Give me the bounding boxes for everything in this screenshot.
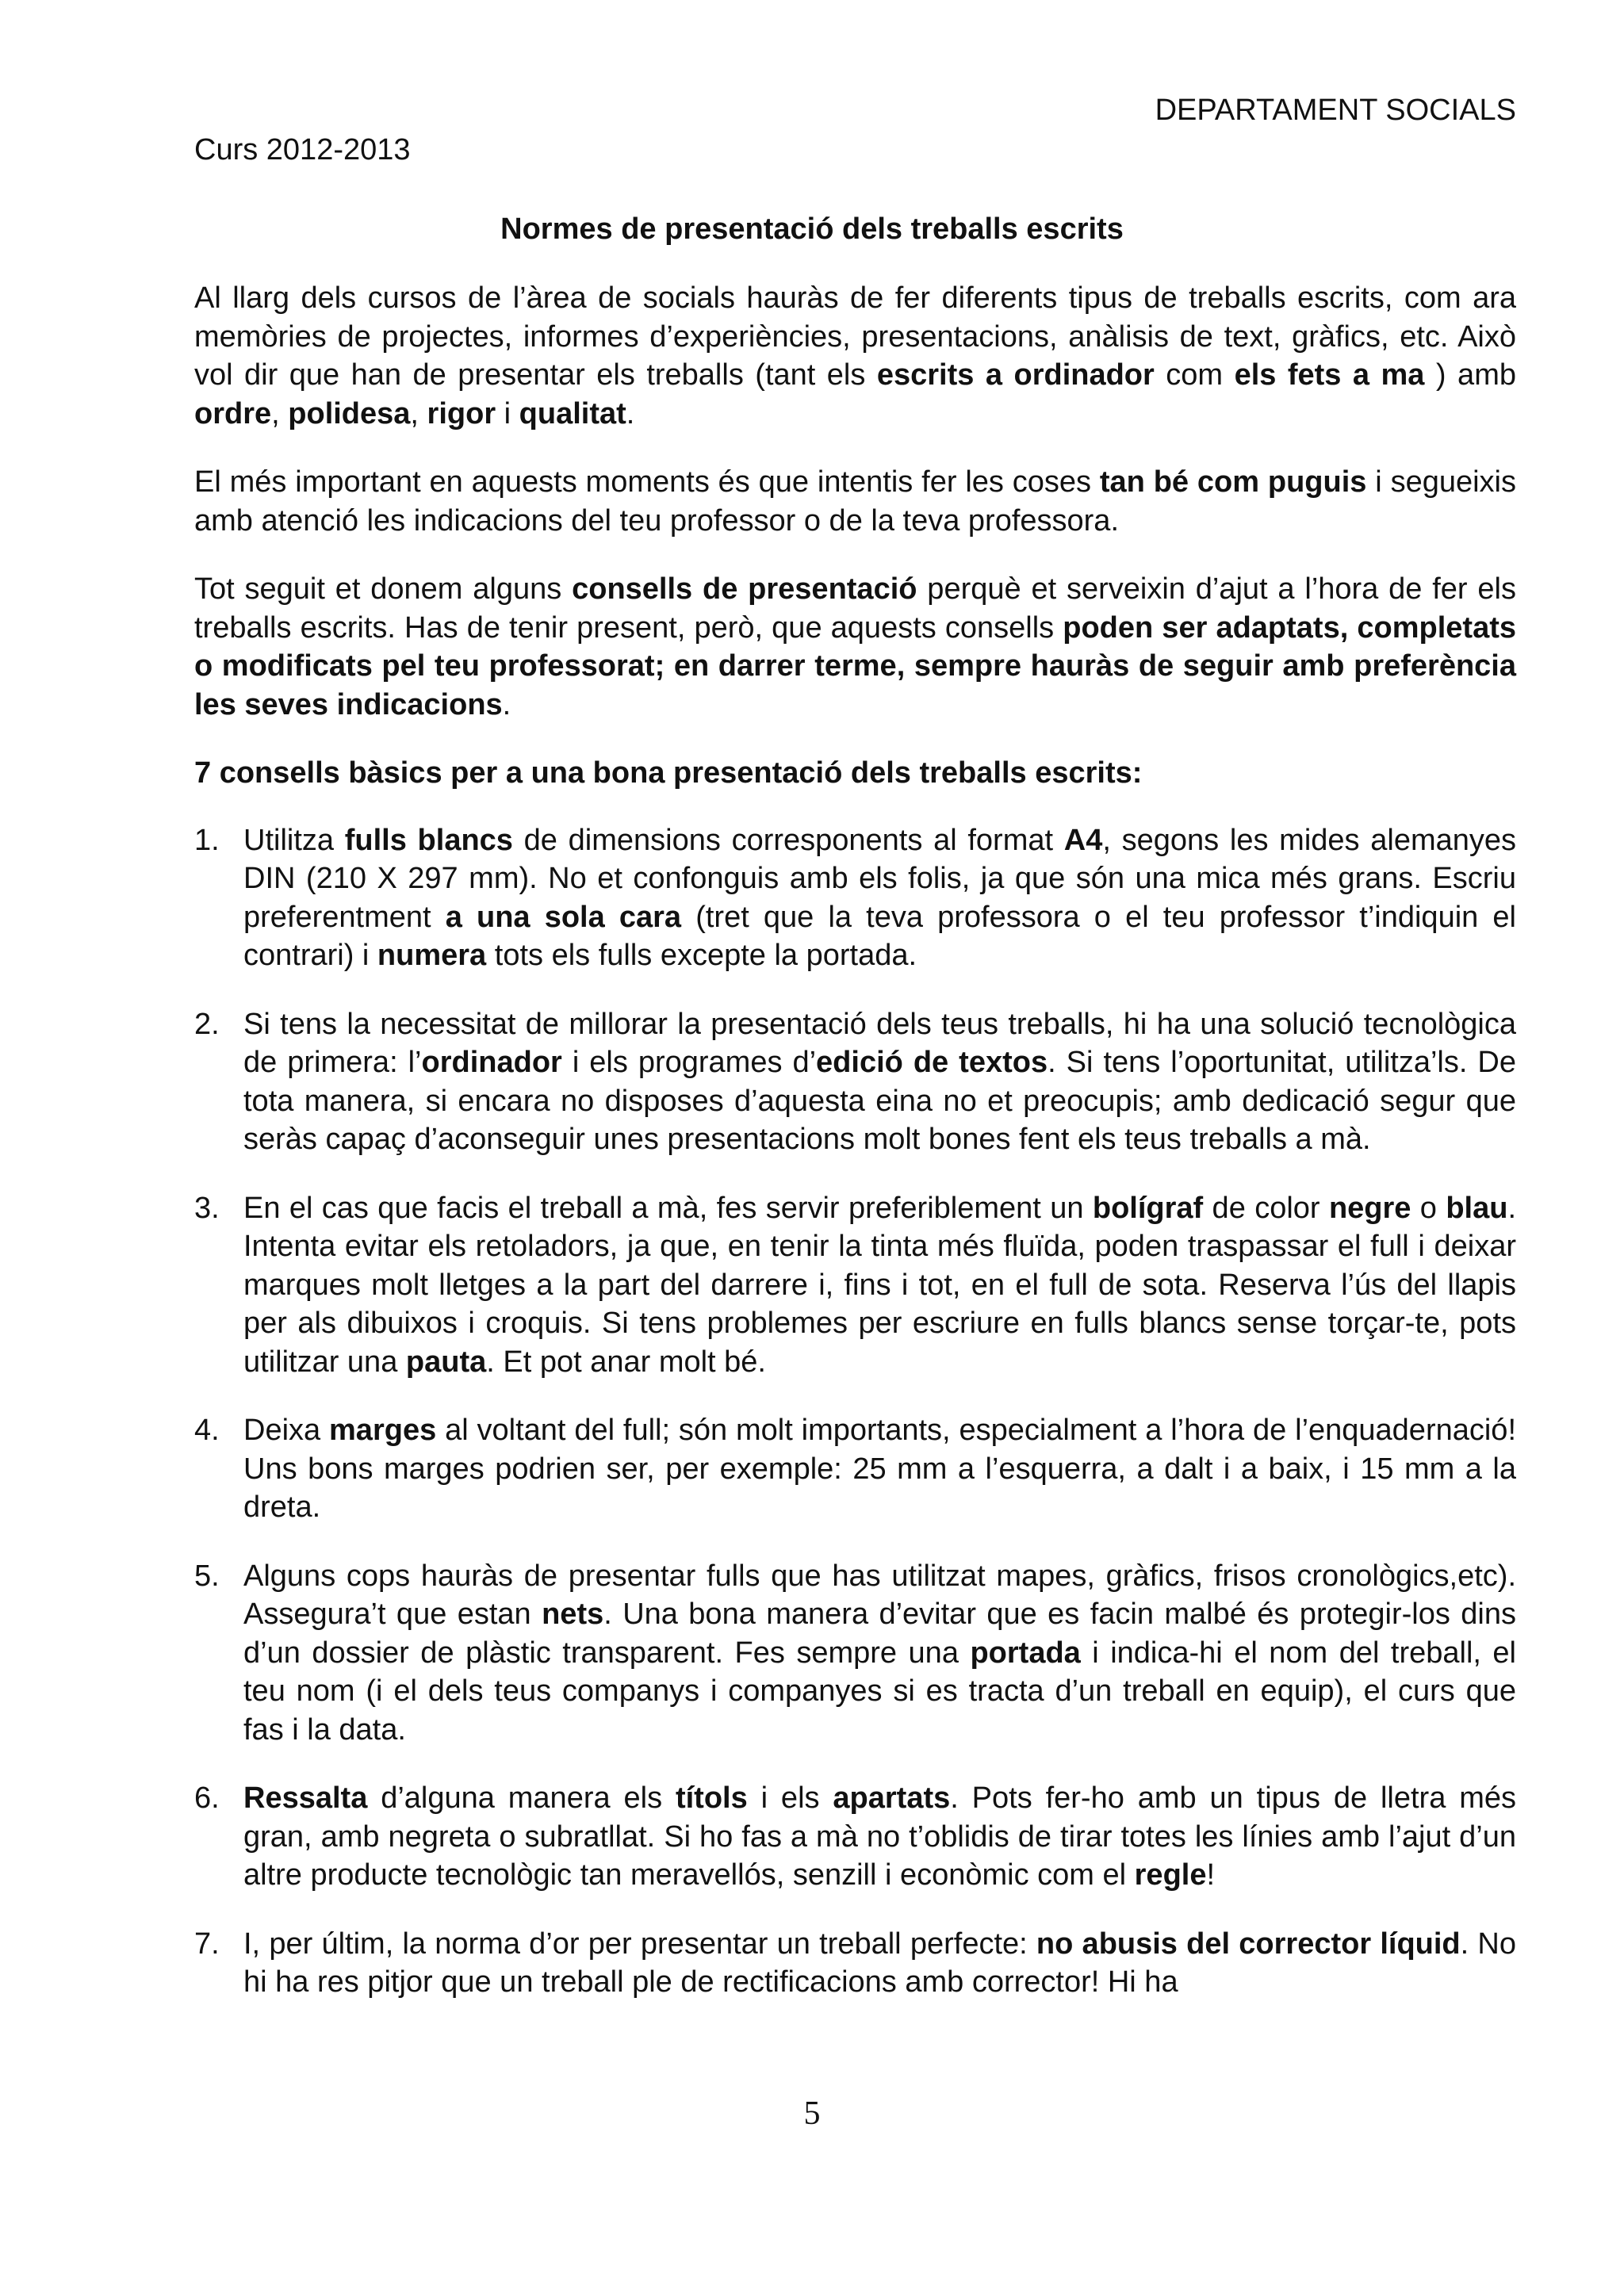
list-item-number: 3. — [194, 1191, 220, 1225]
list-item-text: Si tens la necessitat de millorar la presentació dels teus treballs, hi ha una solució tecnològica de primera: l’ordinador i els programes d’edició de textos. Si tens l’oportunitat, utilitza’ls. De tota manera, si encara no disposes d’aquesta eina no et preocupis; amb dedicació segur que seràs capaç d’aconseguir unes presentacions molt bones fent els teus treballs a mà. — [243, 1007, 1516, 1156]
bold-text: numera — [377, 939, 487, 972]
list-item-number: 1. — [194, 823, 220, 857]
bold-text: blau — [1446, 1191, 1508, 1225]
list-item-text: Deixa marges al voltant del full; són molt importants, especialment a l’hora de l’enquadernació! Uns bons marges podrien ser, per exemple: 25 mm a l’esquerra, a dalt i a baix, i 15 mm a la dreta. — [243, 1414, 1516, 1524]
list-item — [194, 1925, 1516, 2002]
list-item-text: En el cas que facis el treball a mà, fes servir preferiblement un bolígraf de color negre o blau. Intenta evitar els retoladors, ja que, en tenir la tinta més fluïda, poden traspassar el full i deixar marques molt lletges a la part del darrere i, fins i tot, en el full de sota. Reserva l’ús del llapis per als dibuixos i croquis. Si tens problemes per escriure en fulls blancs sense torçar-te, pots utilitzar una pauta. Et pot anar molt bé. — [243, 1191, 1516, 1379]
bold-text: escrits a ordinador — [876, 358, 1155, 392]
bold-text: a una sola cara — [445, 900, 682, 934]
bold-text: tan bé com puguis — [1099, 465, 1367, 499]
bold-text: els fets a ma — [1234, 358, 1425, 392]
bold-text: pauta — [405, 1345, 487, 1379]
bold-text: nets — [542, 1598, 604, 1631]
list-item — [194, 1557, 1516, 1750]
bold-text: apartats — [833, 1781, 951, 1815]
list-item-text: Utilitza fulls blancs de dimensions corresponents al format A4, segons les mides alemanyes DIN (210 X 297 mm). No et confonguis amb els folis, ja que són una mica més grans. Escriu preferentment a una sola cara (tret que la teva professora o el teu professor t’indiquin el contrari) i numera tots els fulls excepte la portada. — [243, 823, 1517, 972]
document-body — [194, 279, 1516, 2032]
list-item — [194, 821, 1516, 975]
list-item-number: 5. — [194, 1559, 220, 1593]
department-header: DEPARTAMENT SOCIALS — [1155, 94, 1516, 127]
bold-text: títols — [675, 1781, 748, 1815]
bold-text: no abusis del corrector líquid — [1036, 1927, 1461, 1961]
list-item-number: 2. — [194, 1007, 220, 1041]
course-header: Curs 2012-2013 — [194, 133, 411, 166]
advice-list — [194, 821, 1516, 2002]
bold-text: portada — [970, 1636, 1081, 1670]
bold-text: rigor — [427, 396, 496, 430]
list-title: 7 consells bàsics per a una bona presentació dels treballs escrits: — [194, 756, 1143, 790]
bold-text: marges — [329, 1414, 437, 1447]
paragraph-advice: Tot seguit et donem alguns consells de presentació perquè et serveixin d’ajut a l’hora de fer els treballs escrits. Has de tenir present, però, que aquests consells poden ser adaptats, completats o modificats pel teu professorat; en darrer terme, sempre hauràs de seguir amb preferència les seves indicacions. — [194, 572, 1516, 721]
page-title: Normes de presentació dels treballs escrits — [500, 212, 1124, 246]
list-item-text: Ressalta d’alguna manera els títols i els apartats. Pots fer-ho amb un tipus de lletra més gran, amb negreta o subratllat. Si ho fas a mà no t’oblidis de tirar totes les línies amb l’ajut d’un altre producte tecnològic tan meravellós, senzill i econòmic com el regle! — [243, 1781, 1516, 1892]
bold-text: qualitat — [519, 396, 626, 430]
list-item — [194, 1779, 1516, 1895]
bold-text: A4 — [1063, 823, 1103, 857]
bold-text: consells de presentació — [572, 572, 917, 606]
bold-text: regle — [1134, 1858, 1207, 1892]
list-item-text: I, per últim, la norma d’or per presentar un treball perfecte: no abusis del corrector líquid. No hi ha res pitjor que un treball ple de rectificacions amb corrector! Hi ha — [243, 1927, 1516, 1999]
list-item — [194, 1189, 1516, 1382]
list-item-number: 4. — [194, 1414, 220, 1447]
list-item-number: 7. — [194, 1927, 220, 1961]
bold-text: ordinador — [421, 1046, 562, 1079]
bold-text: fulls blancs — [344, 823, 513, 857]
list-item-text: Alguns cops hauràs de presentar fulls que has utilitzat mapes, gràfics, frisos cronològics,etc). Assegura’t que estan nets. Una bona manera d’evitar que es facin malbé és protegir-los dins d’un dossier de plàstic transparent. Fes sempre una portada i indica-hi el nom del treball, el teu nom (i el dels teus companys i companyes si es tracta d’un treball en equip), el curs que fas i la data. — [243, 1559, 1517, 1747]
bold-text: edició de textos — [816, 1046, 1048, 1079]
bold-text: negre — [1328, 1191, 1411, 1225]
bold-text: ordre — [194, 396, 272, 430]
list-item-number: 6. — [194, 1781, 220, 1815]
list-item — [194, 1005, 1516, 1159]
paragraph-intro: Al llarg dels cursos de l’àrea de socials hauràs de fer diferents tipus de treballs escrits, com ara memòries de projectes, informes d’experiències, presentacions, anàlisis de text, gràfics, etc. Això vol dir que han de presentar els treballs (tant els escrits a ordinador com els fets a ma ) amb ordre, polidesa, rigor i qualitat. — [194, 281, 1516, 430]
page-number: 5 — [803, 2095, 821, 2132]
bold-text: bolígraf — [1092, 1191, 1204, 1225]
bold-text: Ressalta — [243, 1781, 368, 1815]
bold-text: polidesa — [288, 396, 411, 430]
list-item — [194, 1411, 1516, 1527]
bold-text: poden ser adaptats, completats o modificats pel teu professorat; en darrer terme, sempre hauràs de seguir amb preferència les seves indicacions — [194, 610, 1516, 721]
paragraph-importance: El més important en aquests moments és que intentis fer les coses tan bé com puguis i segueixis amb atenció les indicacions del teu professor o de la teva professora. — [194, 465, 1516, 538]
